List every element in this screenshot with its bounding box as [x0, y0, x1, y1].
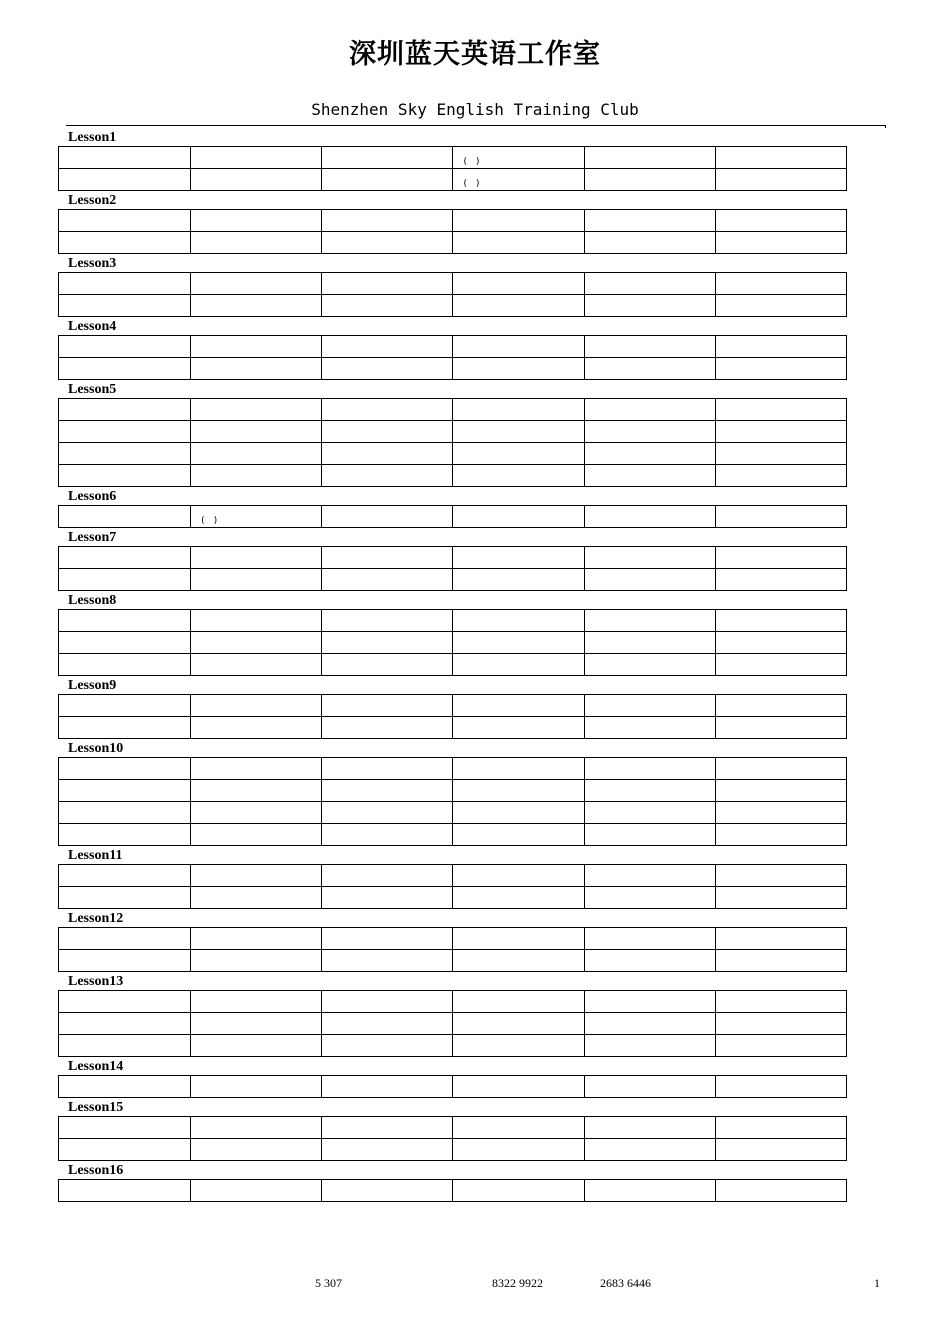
- answer-blank-cell[interactable]: [59, 547, 191, 569]
- vocab-gloss-cell: [453, 336, 584, 358]
- table-row: [59, 465, 847, 487]
- vocab-gloss-cell: [453, 1035, 584, 1057]
- lesson-vocab-table: [58, 505, 847, 528]
- answer-blank-cell[interactable]: [59, 399, 191, 421]
- lesson-heading: Lesson4: [68, 319, 117, 334]
- answer-blank-cell[interactable]: [584, 695, 715, 717]
- header-divider-tick: [885, 125, 886, 128]
- vocab-gloss-cell: [715, 358, 846, 380]
- vocab-gloss-cell: [191, 569, 322, 591]
- answer-blank-cell[interactable]: [322, 169, 453, 191]
- lesson-heading: Lesson2: [68, 193, 117, 208]
- lesson-heading: Lesson3: [68, 256, 117, 271]
- vocab-gloss-cell: [715, 610, 846, 632]
- table-row: [59, 991, 847, 1013]
- vocab-gloss-cell: [191, 399, 322, 421]
- vocab-gloss-text: ( ): [200, 516, 220, 526]
- vocab-gloss-cell: [191, 358, 322, 380]
- answer-blank-cell[interactable]: [322, 1035, 453, 1057]
- answer-blank-cell[interactable]: [59, 758, 191, 780]
- vocab-gloss-cell: [191, 928, 322, 950]
- vocab-gloss-cell: [715, 506, 846, 528]
- lesson-vocab-table: [58, 990, 847, 1057]
- vocab-gloss-cell: [715, 169, 846, 191]
- answer-blank-cell[interactable]: [322, 1013, 453, 1035]
- answer-blank-cell[interactable]: [322, 654, 453, 676]
- answer-blank-cell[interactable]: [59, 1076, 191, 1098]
- answer-blank-cell[interactable]: [584, 780, 715, 802]
- answer-blank-cell[interactable]: [322, 336, 453, 358]
- vocab-gloss-cell: [453, 169, 584, 191]
- answer-blank-cell[interactable]: [322, 610, 453, 632]
- lesson-vocab-table: [58, 757, 847, 846]
- answer-blank-cell[interactable]: [322, 1117, 453, 1139]
- table-row: [59, 610, 847, 632]
- vocab-gloss-cell: [715, 695, 846, 717]
- vocab-gloss-cell: [191, 465, 322, 487]
- vocab-gloss-cell: [715, 802, 846, 824]
- table-row: [59, 547, 847, 569]
- lesson-heading: Lesson14: [68, 1059, 124, 1074]
- table-row: [59, 399, 847, 421]
- answer-blank-cell[interactable]: [584, 991, 715, 1013]
- answer-blank-cell[interactable]: [59, 295, 191, 317]
- table-row: [59, 717, 847, 739]
- table-row: [59, 336, 847, 358]
- vocab-gloss-cell: [191, 421, 322, 443]
- answer-blank-cell[interactable]: [322, 547, 453, 569]
- vocab-gloss-cell: [191, 147, 322, 169]
- vocab-gloss-cell: [191, 1013, 322, 1035]
- vocab-gloss-cell: [191, 295, 322, 317]
- answer-blank-cell[interactable]: [322, 421, 453, 443]
- vocab-gloss-cell: [715, 1117, 846, 1139]
- vocab-gloss-cell: [453, 210, 584, 232]
- vocab-gloss-cell: [453, 506, 584, 528]
- vocab-gloss-cell: [715, 632, 846, 654]
- table-row: [59, 824, 847, 846]
- answer-blank-cell[interactable]: [59, 232, 191, 254]
- answer-blank-cell[interactable]: [584, 169, 715, 191]
- vocab-gloss-cell: [715, 887, 846, 909]
- answer-blank-cell[interactable]: [322, 950, 453, 972]
- vocab-gloss-cell: [191, 547, 322, 569]
- vocab-gloss-cell: [715, 295, 846, 317]
- vocab-gloss-cell: [191, 758, 322, 780]
- answer-blank-cell[interactable]: [322, 1076, 453, 1098]
- answer-blank-cell[interactable]: [584, 443, 715, 465]
- answer-blank-cell[interactable]: [584, 506, 715, 528]
- vocab-gloss-cell: [453, 273, 584, 295]
- table-row: [59, 1076, 847, 1098]
- answer-blank-cell[interactable]: [322, 887, 453, 909]
- lesson-heading: Lesson5: [68, 382, 117, 397]
- vocab-gloss-text: ( ): [462, 157, 482, 167]
- answer-blank-cell[interactable]: [584, 1117, 715, 1139]
- table-row: [59, 802, 847, 824]
- answer-blank-cell[interactable]: [59, 1035, 191, 1057]
- lesson-vocab-table: [58, 146, 847, 191]
- table-row: [59, 695, 847, 717]
- vocab-gloss-cell: [191, 780, 322, 802]
- vocab-gloss-cell: [453, 465, 584, 487]
- answer-blank-cell[interactable]: [59, 717, 191, 739]
- vocab-gloss-cell: [715, 547, 846, 569]
- vocab-gloss-cell: [715, 147, 846, 169]
- answer-blank-cell[interactable]: [322, 824, 453, 846]
- table-row: [59, 147, 847, 169]
- vocab-gloss-cell: [715, 232, 846, 254]
- lesson-vocab-table: [58, 609, 847, 676]
- table-row: [59, 758, 847, 780]
- vocab-gloss-cell: [453, 632, 584, 654]
- vocab-gloss-cell: [453, 950, 584, 972]
- answer-blank-cell[interactable]: [584, 421, 715, 443]
- vocab-gloss-text: ( ): [462, 179, 482, 189]
- answer-blank-cell[interactable]: [584, 802, 715, 824]
- vocab-gloss-cell: [715, 1139, 846, 1161]
- vocab-gloss-cell: [715, 717, 846, 739]
- lesson-vocab-table: [58, 335, 847, 380]
- vocab-gloss-cell: [453, 928, 584, 950]
- answer-blank-cell[interactable]: [59, 506, 191, 528]
- answer-blank-cell[interactable]: [584, 547, 715, 569]
- answer-blank-cell[interactable]: [322, 210, 453, 232]
- vocab-gloss-cell: [715, 950, 846, 972]
- header-divider: [66, 125, 886, 126]
- answer-blank-cell[interactable]: [584, 210, 715, 232]
- answer-blank-cell[interactable]: [584, 610, 715, 632]
- vocab-gloss-cell: [191, 695, 322, 717]
- lesson-vocab-table: [58, 694, 847, 739]
- vocab-gloss-cell: [191, 610, 322, 632]
- vocab-gloss-cell: [453, 887, 584, 909]
- vocab-gloss-cell: [191, 865, 322, 887]
- table-row: [59, 654, 847, 676]
- lesson-heading: Lesson13: [68, 974, 124, 989]
- lesson-heading: Lesson8: [68, 593, 117, 608]
- answer-blank-cell[interactable]: [59, 147, 191, 169]
- vocab-gloss-cell: [715, 1180, 846, 1202]
- vocab-gloss-cell: [191, 632, 322, 654]
- table-row: [59, 865, 847, 887]
- vocab-gloss-cell: [715, 1013, 846, 1035]
- answer-blank-cell[interactable]: [584, 147, 715, 169]
- vocab-gloss-cell: [715, 1035, 846, 1057]
- answer-blank-cell[interactable]: [322, 802, 453, 824]
- vocab-gloss-cell: [715, 654, 846, 676]
- answer-blank-cell[interactable]: [584, 654, 715, 676]
- answer-blank-cell[interactable]: [59, 1180, 191, 1202]
- lesson-heading: Lesson11: [68, 848, 123, 863]
- vocab-gloss-cell: [191, 1076, 322, 1098]
- answer-blank-cell[interactable]: [322, 632, 453, 654]
- answer-blank-cell[interactable]: [59, 991, 191, 1013]
- table-row: [59, 443, 847, 465]
- answer-blank-cell[interactable]: [584, 1013, 715, 1035]
- answer-blank-cell[interactable]: [59, 1117, 191, 1139]
- answer-blank-cell[interactable]: [59, 1013, 191, 1035]
- answer-blank-cell[interactable]: [322, 465, 453, 487]
- vocab-gloss-cell: [191, 1035, 322, 1057]
- vocab-gloss-cell: [715, 1076, 846, 1098]
- answer-blank-cell[interactable]: [59, 780, 191, 802]
- table-row: [59, 421, 847, 443]
- answer-blank-cell[interactable]: [59, 210, 191, 232]
- footer-room: 5 307: [315, 1276, 342, 1290]
- vocab-gloss-cell: [453, 399, 584, 421]
- vocab-gloss-cell: [453, 717, 584, 739]
- lesson-vocab-table: [58, 398, 847, 487]
- answer-blank-cell[interactable]: [59, 928, 191, 950]
- vocab-gloss-cell: [453, 1117, 584, 1139]
- footer-phone-1: 8322 9922: [492, 1276, 543, 1290]
- vocab-gloss-cell: [191, 232, 322, 254]
- vocab-gloss-cell: [715, 865, 846, 887]
- answer-blank-cell[interactable]: [584, 295, 715, 317]
- vocab-gloss-cell: [191, 654, 322, 676]
- answer-blank-cell[interactable]: [322, 758, 453, 780]
- vocab-gloss-cell: [191, 950, 322, 972]
- lesson-heading: Lesson10: [68, 741, 124, 756]
- answer-blank-cell[interactable]: [584, 465, 715, 487]
- vocab-gloss-cell: [453, 695, 584, 717]
- page-title: 深圳蓝天英语工作室: [349, 39, 601, 70]
- answer-blank-cell[interactable]: [584, 232, 715, 254]
- table-row: [59, 273, 847, 295]
- vocab-gloss-cell: [191, 1117, 322, 1139]
- answer-blank-cell[interactable]: [59, 421, 191, 443]
- vocab-gloss-cell: [453, 802, 584, 824]
- table-row: [59, 295, 847, 317]
- footer-page-number: 1: [874, 1276, 880, 1290]
- vocab-gloss-cell: [453, 443, 584, 465]
- vocab-gloss-cell: [191, 991, 322, 1013]
- vocab-gloss-cell: [191, 802, 322, 824]
- vocab-gloss-cell: [715, 443, 846, 465]
- vocab-gloss-cell: [453, 824, 584, 846]
- answer-blank-cell[interactable]: [322, 295, 453, 317]
- answer-blank-cell[interactable]: [59, 1139, 191, 1161]
- answer-blank-cell[interactable]: [59, 865, 191, 887]
- vocab-gloss-cell: [715, 824, 846, 846]
- lesson-heading: Lesson12: [68, 911, 124, 926]
- answer-blank-cell[interactable]: [322, 1180, 453, 1202]
- vocab-gloss-cell: [191, 169, 322, 191]
- vocab-gloss-cell: [453, 610, 584, 632]
- table-row: [59, 1139, 847, 1161]
- vocab-gloss-cell: [453, 1013, 584, 1035]
- vocab-gloss-cell: [715, 465, 846, 487]
- answer-blank-cell[interactable]: [59, 887, 191, 909]
- answer-blank-cell[interactable]: [322, 443, 453, 465]
- vocab-gloss-cell: [191, 273, 322, 295]
- answer-blank-cell[interactable]: [59, 169, 191, 191]
- vocab-gloss-cell: [453, 569, 584, 591]
- answer-blank-cell[interactable]: [322, 928, 453, 950]
- table-row: [59, 569, 847, 591]
- lesson-heading: Lesson7: [68, 530, 117, 545]
- table-row: [59, 1180, 847, 1202]
- answer-blank-cell[interactable]: [584, 717, 715, 739]
- answer-blank-cell[interactable]: [584, 950, 715, 972]
- vocab-gloss-cell: [191, 887, 322, 909]
- vocab-gloss-cell: [191, 443, 322, 465]
- vocab-gloss-cell: [191, 1139, 322, 1161]
- answer-blank-cell[interactable]: [322, 780, 453, 802]
- vocab-gloss-cell: [453, 147, 584, 169]
- answer-blank-cell[interactable]: [322, 1139, 453, 1161]
- vocab-gloss-cell: [453, 758, 584, 780]
- answer-blank-cell[interactable]: [584, 336, 715, 358]
- answer-blank-cell[interactable]: [584, 1035, 715, 1057]
- table-row: [59, 1013, 847, 1035]
- answer-blank-cell[interactable]: [59, 358, 191, 380]
- vocab-gloss-cell: [453, 654, 584, 676]
- vocab-gloss-cell: [715, 569, 846, 591]
- vocab-gloss-cell: [715, 928, 846, 950]
- answer-blank-cell[interactable]: [584, 358, 715, 380]
- table-row: [59, 358, 847, 380]
- answer-blank-cell[interactable]: [322, 147, 453, 169]
- answer-blank-cell[interactable]: [584, 1076, 715, 1098]
- vocab-gloss-cell: [715, 421, 846, 443]
- vocab-gloss-cell: [453, 295, 584, 317]
- lessons-container: [58, 128, 848, 1202]
- lesson-vocab-table: [58, 272, 847, 317]
- table-row: [59, 928, 847, 950]
- table-row: [59, 632, 847, 654]
- lesson-heading: Lesson1: [68, 130, 117, 145]
- table-row: [59, 1035, 847, 1057]
- answer-blank-cell[interactable]: [584, 928, 715, 950]
- answer-blank-cell[interactable]: [584, 887, 715, 909]
- vocab-gloss-cell: [453, 421, 584, 443]
- answer-blank-cell[interactable]: [59, 465, 191, 487]
- lesson-vocab-table: [58, 864, 847, 909]
- table-row: [59, 950, 847, 972]
- lesson-vocab-table: [58, 1075, 847, 1098]
- vocab-gloss-cell: [715, 399, 846, 421]
- vocab-gloss-cell: [191, 1180, 322, 1202]
- vocab-gloss-cell: [453, 1180, 584, 1202]
- vocab-gloss-cell: [191, 210, 322, 232]
- lesson-vocab-table: [58, 1179, 847, 1202]
- answer-blank-cell[interactable]: [584, 758, 715, 780]
- answer-blank-cell[interactable]: [59, 654, 191, 676]
- answer-blank-cell[interactable]: [59, 802, 191, 824]
- answer-blank-cell[interactable]: [59, 336, 191, 358]
- vocab-gloss-cell: [715, 758, 846, 780]
- vocab-gloss-cell: [191, 824, 322, 846]
- vocab-gloss-cell: [453, 1076, 584, 1098]
- lesson-heading: Lesson9: [68, 678, 117, 693]
- lesson-vocab-table: [58, 927, 847, 972]
- lesson-vocab-table: [58, 1116, 847, 1161]
- answer-blank-cell[interactable]: [322, 358, 453, 380]
- answer-blank-cell[interactable]: [322, 569, 453, 591]
- lesson-vocab-table: [58, 209, 847, 254]
- answer-blank-cell[interactable]: [322, 232, 453, 254]
- table-row: [59, 1117, 847, 1139]
- lesson-heading: Lesson16: [68, 1163, 124, 1178]
- answer-blank-cell[interactable]: [59, 950, 191, 972]
- answer-blank-cell[interactable]: [584, 865, 715, 887]
- answer-blank-cell[interactable]: [584, 399, 715, 421]
- vocab-gloss-cell: [715, 336, 846, 358]
- answer-blank-cell[interactable]: [584, 273, 715, 295]
- answer-blank-cell[interactable]: [59, 610, 191, 632]
- vocab-gloss-cell: [191, 336, 322, 358]
- lesson-vocab-table: [58, 546, 847, 591]
- answer-blank-cell[interactable]: [322, 695, 453, 717]
- table-row: [59, 232, 847, 254]
- answer-blank-cell[interactable]: [584, 824, 715, 846]
- vocab-gloss-cell: [453, 865, 584, 887]
- answer-blank-cell[interactable]: [59, 443, 191, 465]
- table-row: [59, 210, 847, 232]
- footer-phone-2: 2683 6446: [600, 1276, 651, 1290]
- answer-blank-cell[interactable]: [584, 1139, 715, 1161]
- vocab-gloss-cell: [453, 780, 584, 802]
- vocab-gloss-cell: [715, 991, 846, 1013]
- answer-blank-cell[interactable]: [59, 632, 191, 654]
- vocab-gloss-cell: [453, 1139, 584, 1161]
- vocab-gloss-cell: [715, 210, 846, 232]
- table-row: [59, 169, 847, 191]
- answer-blank-cell[interactable]: [59, 824, 191, 846]
- page-subtitle: Shenzhen Sky English Training Club: [311, 100, 639, 119]
- table-row: [59, 780, 847, 802]
- answer-blank-cell[interactable]: [322, 991, 453, 1013]
- answer-blank-cell[interactable]: [322, 717, 453, 739]
- answer-blank-cell[interactable]: [59, 695, 191, 717]
- answer-blank-cell[interactable]: [322, 399, 453, 421]
- answer-blank-cell[interactable]: [584, 1180, 715, 1202]
- lesson-heading: Lesson15: [68, 1100, 124, 1115]
- answer-blank-cell[interactable]: [584, 569, 715, 591]
- table-row: [59, 887, 847, 909]
- vocab-gloss-cell: [453, 991, 584, 1013]
- answer-blank-cell[interactable]: [59, 273, 191, 295]
- vocab-gloss-cell: [191, 717, 322, 739]
- vocab-gloss-cell: [453, 358, 584, 380]
- answer-blank-cell[interactable]: [584, 632, 715, 654]
- vocab-gloss-cell: [191, 506, 322, 528]
- answer-blank-cell[interactable]: [322, 865, 453, 887]
- vocab-gloss-cell: [453, 547, 584, 569]
- lesson-heading: Lesson6: [68, 489, 117, 504]
- answer-blank-cell[interactable]: [322, 506, 453, 528]
- vocab-gloss-cell: [453, 232, 584, 254]
- answer-blank-cell[interactable]: [322, 273, 453, 295]
- answer-blank-cell[interactable]: [59, 569, 191, 591]
- vocab-gloss-cell: [715, 273, 846, 295]
- vocab-gloss-cell: [715, 780, 846, 802]
- table-row: [59, 506, 847, 528]
